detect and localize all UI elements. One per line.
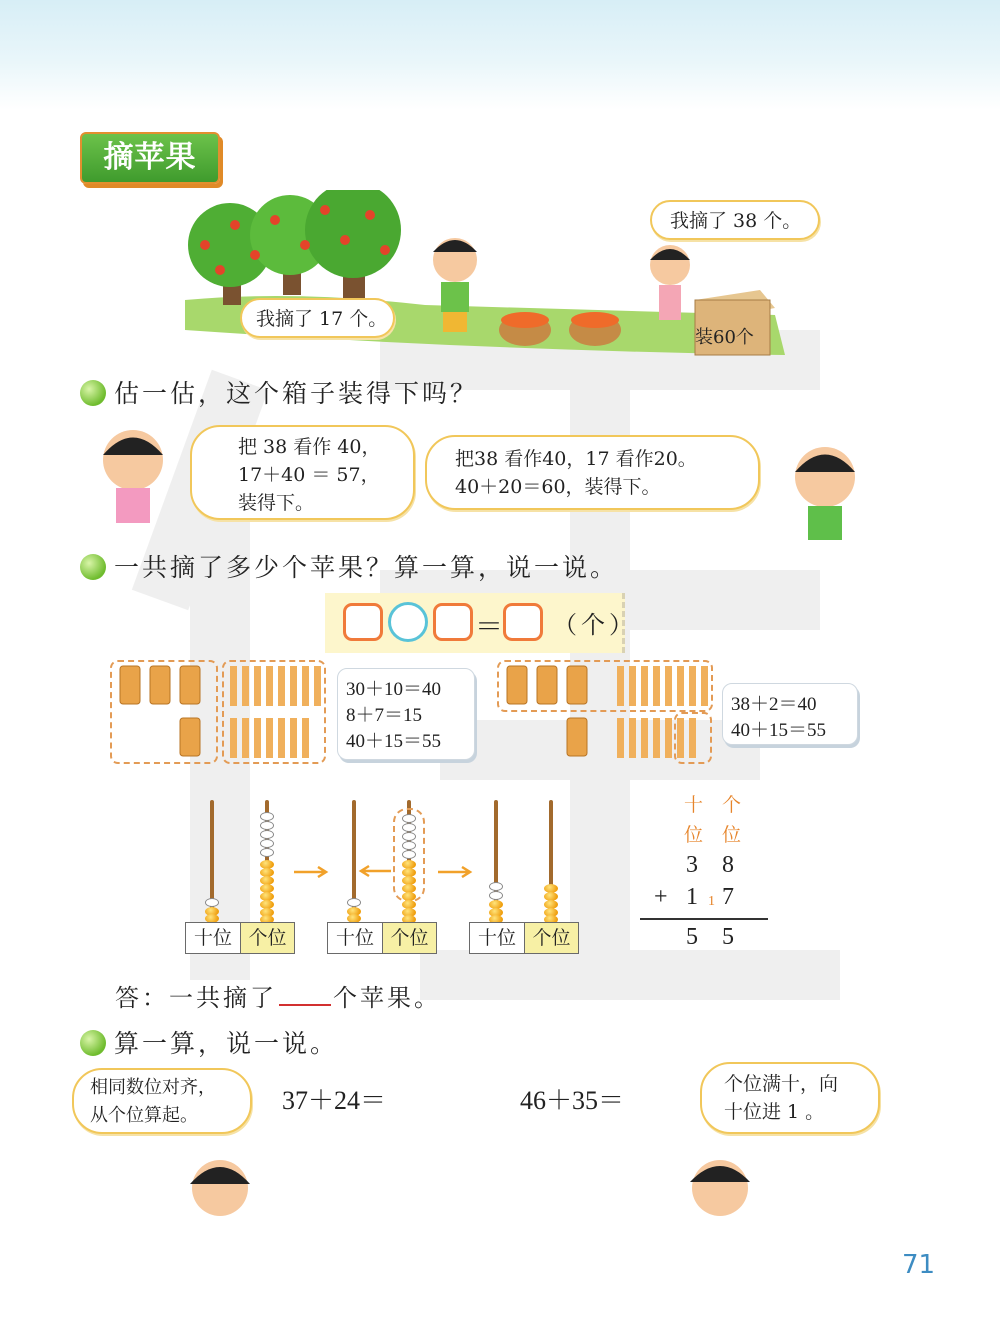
bead — [260, 830, 274, 839]
bead — [260, 839, 274, 848]
abacus-base — [327, 922, 437, 954]
place-label: 位 — [722, 825, 742, 846]
abacus-2 — [327, 800, 437, 960]
calc-line: 30＋10＝40 — [346, 679, 442, 700]
answer-blank[interactable] — [279, 984, 331, 1006]
question-estimate-text: 估一估，这个箱子装得下吗？ — [114, 379, 479, 408]
blank-box — [343, 603, 383, 641]
girl-speech-bubble — [650, 200, 820, 240]
exercise-2: 46＋35＝ — [520, 1086, 625, 1115]
section-title-tag — [80, 132, 220, 184]
boy-tip-bubble — [700, 1062, 880, 1134]
bead — [402, 823, 416, 832]
exercise-1: 37＋24＝ — [282, 1086, 387, 1115]
unit-label: （个） — [553, 611, 637, 639]
bead — [402, 850, 416, 859]
bead — [260, 812, 274, 821]
boy-character — [770, 432, 880, 542]
abacus-base — [185, 922, 295, 954]
abacus-3 — [469, 800, 579, 960]
tens-label: 十位 — [193, 927, 232, 949]
tens-label: 十位 — [335, 927, 374, 949]
digit: 1 — [686, 884, 698, 910]
girl-head — [175, 1150, 265, 1220]
digit: 5 — [686, 924, 698, 950]
stick-bundles-b — [499, 662, 713, 762]
sky-background — [0, 0, 1000, 110]
digit: 8 — [722, 852, 734, 878]
boy-head — [675, 1150, 765, 1220]
question-calc — [80, 1024, 338, 1060]
carry-mark: 1 — [708, 894, 715, 909]
answer-prefix: 答：一共摘了 — [115, 984, 277, 1012]
answer-template-strip — [325, 593, 637, 653]
calc-line: 40＋15＝55 — [731, 720, 827, 741]
boy-estimate-text: 把38 看作40，17 看作20。 40＋20＝60，装得下。 — [455, 448, 697, 498]
boy-estimate-bubble — [425, 435, 760, 510]
girl-tip-text: 相同数位对齐， 从个位算起。 — [90, 1077, 216, 1126]
calc-line: 40＋15＝55 — [346, 731, 442, 752]
sum-line — [640, 918, 768, 920]
bead — [402, 832, 416, 841]
boy-speech-bubble — [240, 298, 395, 338]
tens-label: 十位 — [477, 927, 516, 949]
ones-label: 个位 — [524, 923, 578, 953]
place-label: 个 — [722, 795, 742, 816]
stick-bundles-a — [112, 662, 326, 762]
girl-estimate-bubble — [190, 425, 415, 520]
question-calc-text: 算一算，说一说。 — [114, 1029, 339, 1058]
ones-label: 个位 — [240, 923, 294, 953]
bead — [260, 821, 274, 830]
question-estimate — [80, 374, 478, 410]
digit: 7 — [722, 884, 734, 910]
question-total — [80, 548, 618, 584]
ones-label: 个位 — [382, 923, 436, 953]
bead — [260, 848, 274, 857]
bead — [205, 898, 219, 907]
bead — [489, 891, 503, 900]
equals-sign: ＝ — [475, 610, 504, 643]
boy-tip-text: 个位满十，向 十位进 1 。 — [724, 1073, 839, 1123]
bead — [402, 841, 416, 850]
arrow-left-icon — [357, 864, 393, 878]
girl-bubble-text: 我摘了 38 个。 — [670, 210, 802, 232]
place-label: 十 — [684, 795, 704, 816]
bead — [402, 814, 416, 823]
digit: 3 — [686, 852, 698, 878]
calc-line: 38＋2＝40 — [731, 694, 817, 715]
calc-box-method-a — [337, 668, 475, 760]
plus-sign: + — [654, 884, 668, 910]
question-total-text: 一共摘了多少个苹果？算一算，说一说。 — [114, 553, 619, 582]
abacus-base — [469, 922, 579, 954]
bead — [347, 898, 361, 907]
answer-suffix: 个苹果。 — [333, 984, 441, 1012]
girl-character — [88, 420, 178, 530]
operator-circle — [388, 602, 428, 642]
arrow-right-icon — [292, 866, 332, 878]
girl-estimate-text: 把 38 看作 40， 17＋40 ＝ 57， 装得下。 — [238, 436, 381, 514]
abacus-1 — [185, 800, 295, 960]
bullet-icon — [80, 380, 106, 406]
calc-line: 8＋7＝15 — [346, 705, 423, 726]
answer-sentence — [115, 978, 441, 1013]
calc-box-method-b — [722, 683, 858, 745]
bead — [489, 882, 503, 891]
boy-bubble-text: 我摘了 17 个。 — [256, 308, 388, 330]
bullet-icon — [80, 554, 106, 580]
page-number: 71 — [902, 1250, 936, 1280]
section-title: 摘苹果 — [103, 140, 197, 175]
place-label: 位 — [684, 825, 704, 846]
vertical-addition — [640, 790, 770, 960]
girl-tip-bubble — [72, 1068, 252, 1134]
bullet-icon — [80, 1030, 106, 1056]
blank-box — [503, 603, 543, 641]
digit: 5 — [722, 924, 734, 950]
box-label: 装60个 — [695, 327, 754, 348]
blank-box — [433, 603, 473, 641]
